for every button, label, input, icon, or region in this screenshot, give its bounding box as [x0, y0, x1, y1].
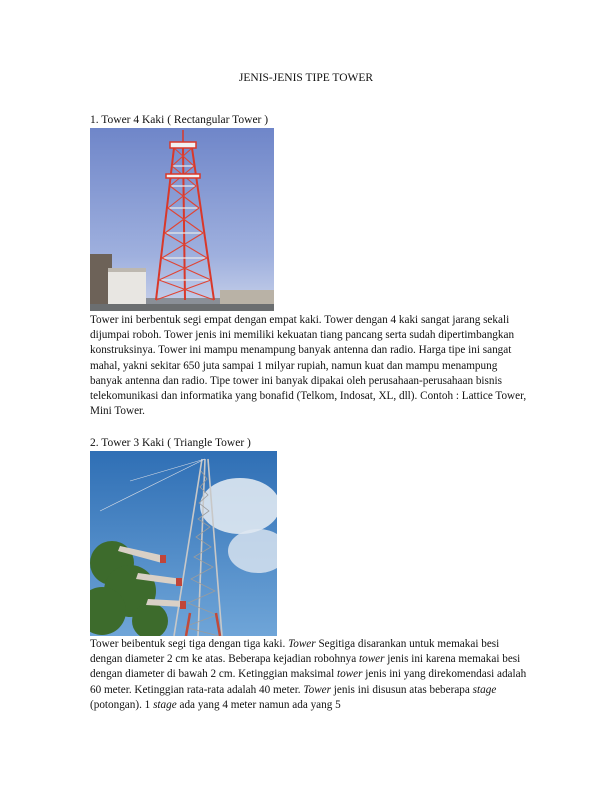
text-run: (potongan). 1: [90, 698, 154, 711]
text-run: ada yang 4 meter namun ada yang 5: [176, 698, 341, 711]
text-run: Segitiga disarankan untuk memakai besi dengan diameter 2 cm ke atas. Beberapa kejadian robohnya: [90, 638, 500, 666]
section-1-paragraph: Tower ini berbentuk segi empat dengan empat kaki. Tower dengan 4 kaki sangat jarang sekali dijumpai roboh. Tower jenis ini memiliki kekuatan tiang pancang serta sudah dipertimbangkan konstruksinya. Tower ini mampu menampung banyak antenna dan radio. Harga tipe ini sangat mahal, yakni sekitar 650 juta sampai 1 milyar rupiah, namun kuat dan mampu menampung banyak antenna dan radio. Tipe tower ini banyak dipakai oleh perusahaan-perusahaan bisnis telekomunikasi dan informatika yang bonafid (Telkom, Indosat, XL, dll). Contoh : Lattice Tower, Mini Tower.: [90, 314, 527, 418]
document-title: JENIS-JENIS TIPE TOWER: [238, 72, 374, 84]
text-run-italic: Tower: [303, 683, 331, 696]
section-1-heading: 1. Tower 4 Kaki ( Rectangular Tower ): [90, 114, 269, 126]
text-run-italic: Tower: [288, 638, 316, 650]
text-run-italic: tower: [359, 653, 385, 666]
rectangular-tower-photo: [90, 128, 274, 311]
text-run-italic: stage: [153, 698, 177, 711]
text-run: jenis ini yang direkomendasi adalah 60 meter. Ketinggian rata-rata adalah 40 meter.: [90, 668, 527, 696]
triangle-tower-photo: [90, 451, 277, 636]
section-2-heading: 2. Tower 3 Kaki ( Triangle Tower ): [90, 437, 251, 449]
text-run: jenis ini karena memakai besi dengan diameter di bawah 2 cm. Ketinggian maksimal: [90, 653, 521, 681]
text-run-italic: stage: [472, 683, 497, 696]
text-run: Tower beibentuk segi tiga dengan tiga kaki.: [90, 638, 289, 650]
text-run: jenis ini disusun atas beberapa: [330, 683, 473, 696]
section-2-paragraph: [90, 637, 530, 713]
text-run-italic: tower: [336, 668, 363, 681]
